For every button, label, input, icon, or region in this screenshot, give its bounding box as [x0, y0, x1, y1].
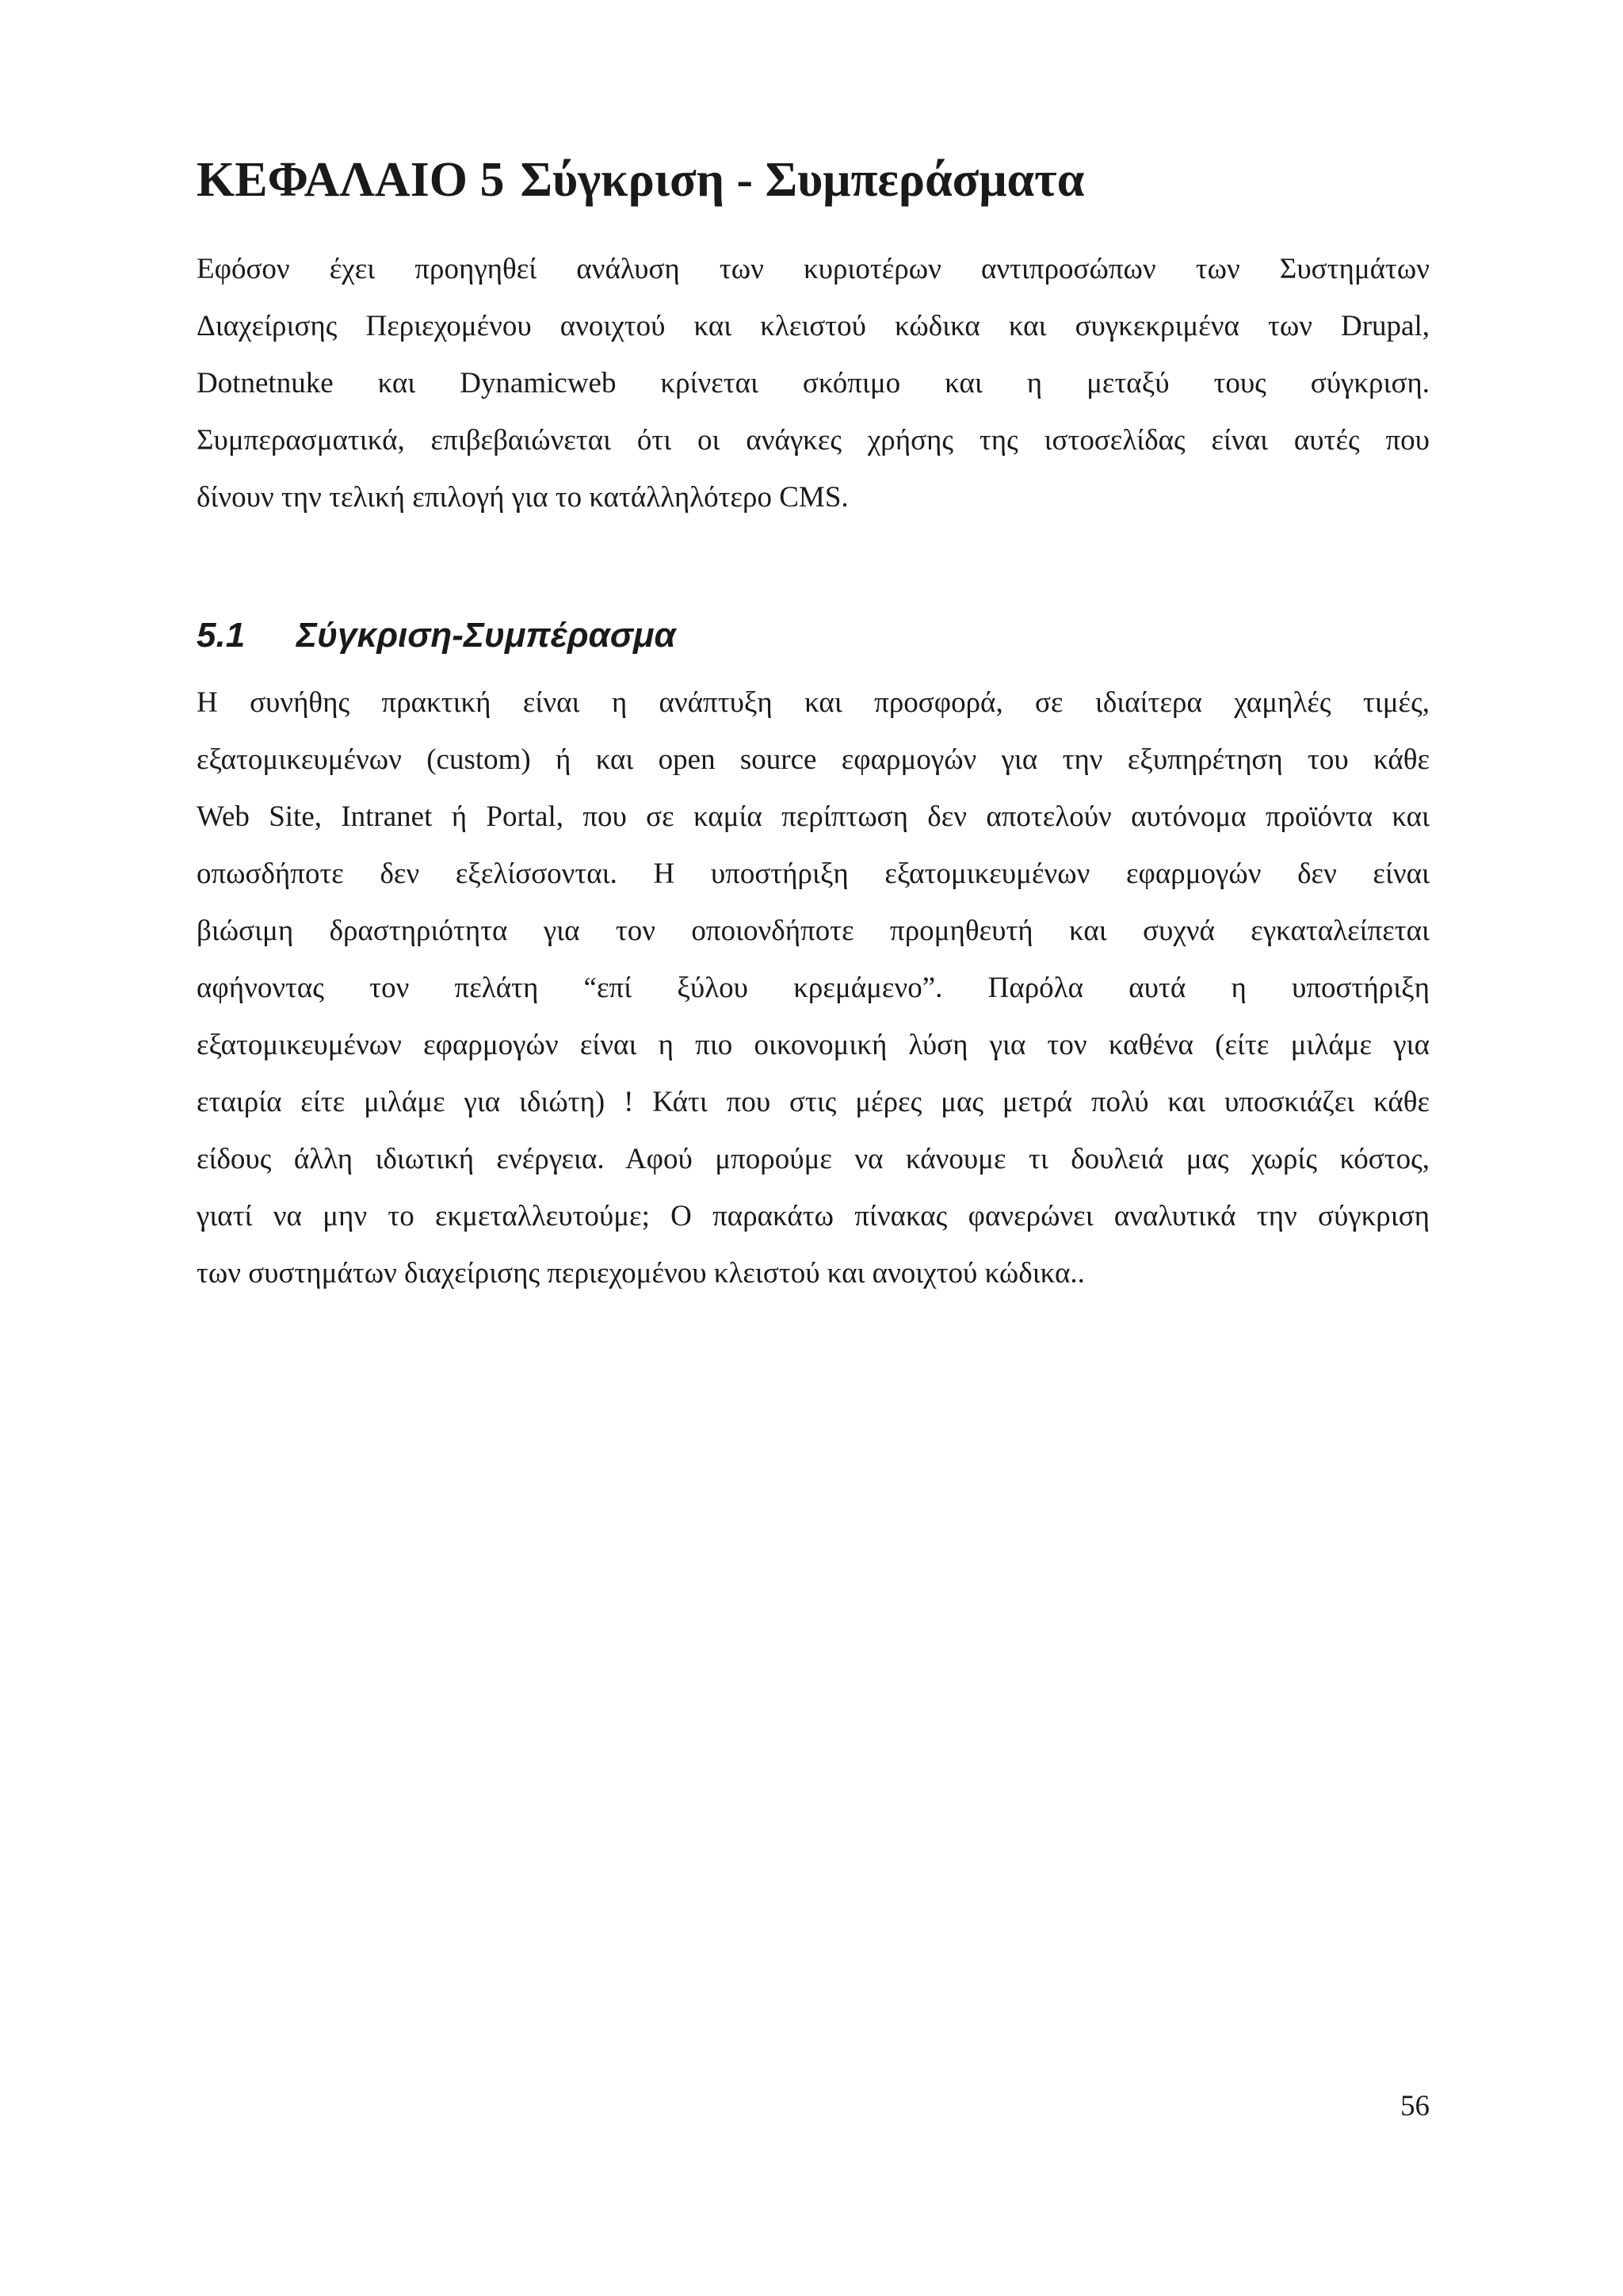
paragraph-line: Web Site, Intranet ή Portal, που σε καμία περίπτωση δεν αποτελούν αυτόνομα προϊόντα και — [197, 800, 1430, 834]
paragraph-line: οπωσδήποτε δεν εξελίσσονται. Η υποστήριξη εξατομικευμένων εφαρμογών δεν είναι — [197, 858, 1430, 891]
paragraph-line: Εφόσον έχει προηγηθεί ανάλυση των κυριοτέρων αντιπροσώπων των Συστημάτων — [197, 253, 1430, 286]
section-number: 5.1 — [197, 616, 246, 655]
paragraph-line: βιώσιμη δραστηριότητα για τον οποιονδήποτε προμηθευτή και συχνά εγκαταλείπεται — [197, 915, 1430, 948]
paragraph-line: αφήνοντας τον πελάτη “επί ξύλου κρεμάμενο”. Παρόλα αυτά η υποστήριξη — [197, 972, 1430, 1005]
paragraph-line: Η συνήθης πρακτική είναι η ανάπτυξη και προσφορά, σε ιδιαίτερα χαμηλές τιμές, — [197, 686, 1430, 720]
paragraph-line: Dotnetnuke και Dynamicweb κρίνεται σκόπιμο και η μεταξύ τους σύγκριση. — [197, 367, 1430, 400]
section-heading — [197, 615, 1430, 657]
page-number: 56 — [1400, 2090, 1430, 2122]
paragraph-line: εταιρία είτε μιλάμε για ιδιώτη) ! Κάτι που στις μέρες μας μετρά πολύ και υποσκιάζει κάθε — [197, 1086, 1430, 1119]
chapter-heading — [197, 151, 1430, 209]
chapter-title: Σύγκριση - Συμπεράσματα — [520, 153, 1085, 207]
section-title: Σύγκριση-Συμπέρασμα — [296, 616, 676, 655]
paragraph-line: εξατομικευμένων εφαρμογών είναι η πιο οικονομική λύση για τον καθένα (είτε μιλάμε για — [197, 1029, 1430, 1062]
chapter-label: ΚΕΦΑΛΑΙΟ 5 — [197, 153, 505, 207]
page-content — [197, 151, 1430, 1302]
paragraph-line: Συμπερασματικά, επιβεβαιώνεται ότι οι ανάγκες χρήσης της ιστοσελίδας είναι αυτές που — [197, 424, 1430, 457]
paragraph-line: γιατί να μην το εκμεταλλευτούμε; Ο παρακάτω πίνακας φανερώνει αναλυτικά την σύγκριση — [197, 1200, 1430, 1233]
paragraph-line: εξατομικευμένων (custom) ή και open source εφαρμογών για την εξυπηρέτηση του κάθε — [197, 743, 1430, 777]
paragraph-line: των συστημάτων διαχείρισης περιεχομένου κλειστού και ανοιχτού κώδικα.. — [197, 1257, 1085, 1290]
paragraph-line: Διαχείρισης Περιεχομένου ανοιχτού και κλειστού κώδικα και συγκεκριμένα των Drupal, — [197, 310, 1430, 343]
section-paragraph — [197, 674, 1430, 1302]
paragraph-line: είδους άλλη ιδιωτική ενέργεια. Αφού μπορούμε να κάνουμε τι δουλειά μας χωρίς κόστος, — [197, 1143, 1430, 1176]
paragraph-line: δίνουν την τελική επιλογή για το κατάλληλότερο CMS. — [197, 481, 849, 514]
intro-paragraph — [197, 241, 1430, 526]
